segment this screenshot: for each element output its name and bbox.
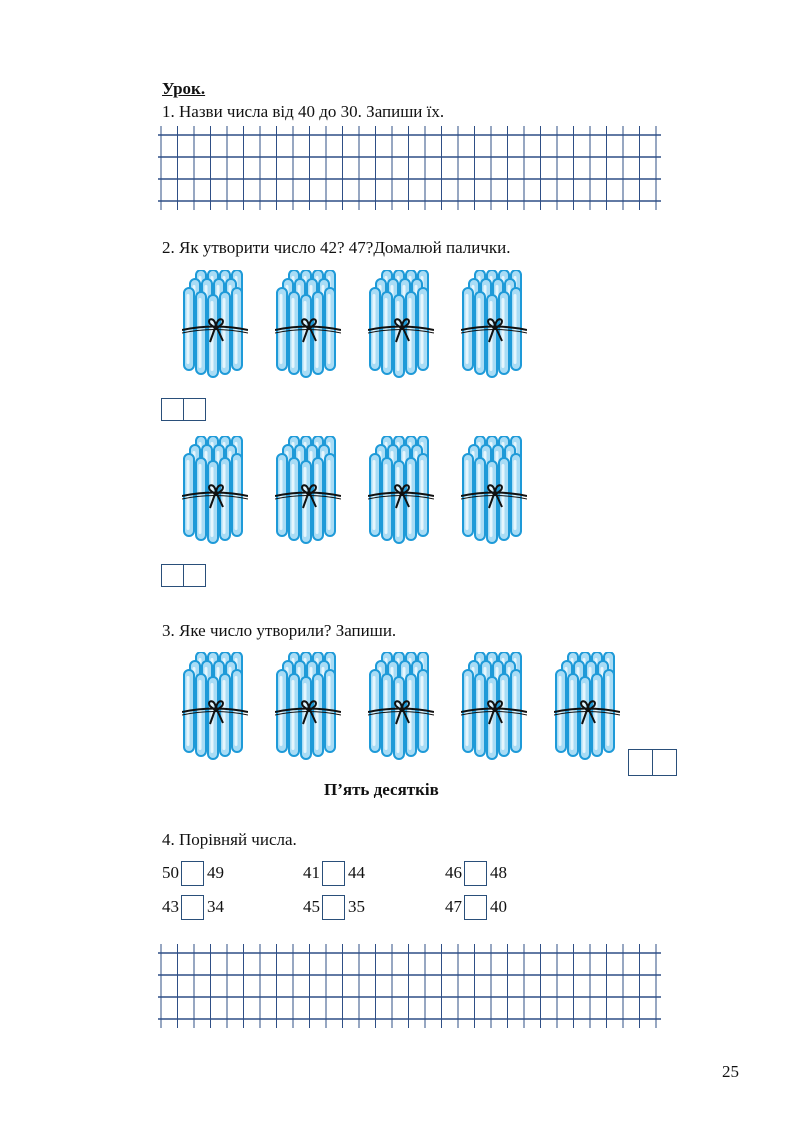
answer-boxes-47 xyxy=(161,564,204,587)
bundle-of-ten-sticks-icon xyxy=(554,652,620,770)
bundle-of-ten-sticks-icon xyxy=(275,652,341,770)
compare-right-number: 35 xyxy=(348,897,365,916)
compare-left-number: 47 xyxy=(445,897,462,916)
compare-pair xyxy=(303,894,365,920)
task3-text: 3. Яке число утворили? Запиши. xyxy=(162,621,397,640)
bundle-of-ten-sticks-icon xyxy=(461,436,527,554)
answer-tens-box[interactable] xyxy=(628,749,653,776)
compare-sign-box[interactable] xyxy=(464,895,487,920)
bundle-of-ten-sticks-icon xyxy=(182,270,248,388)
compare-right-number: 40 xyxy=(490,897,507,916)
answer-ones-box[interactable] xyxy=(652,749,677,776)
task2-text: 2. Як утворити число 42? 47?Домалюй палички. xyxy=(162,238,511,257)
compare-right-number: 49 xyxy=(207,863,224,882)
bundle-of-ten-sticks-icon xyxy=(368,436,434,554)
bundle-of-ten-sticks-icon xyxy=(182,436,248,554)
compare-left-number: 50 xyxy=(162,863,179,882)
writing-grid-2[interactable] xyxy=(158,944,661,1028)
compare-right-number: 44 xyxy=(348,863,365,882)
lesson-title: Урок. xyxy=(162,79,206,98)
writing-grid-1[interactable] xyxy=(158,126,661,210)
bundle-of-ten-sticks-icon xyxy=(461,270,527,388)
answer-boxes-42 xyxy=(161,398,204,421)
compare-pair xyxy=(445,860,507,886)
compare-pair xyxy=(162,860,224,886)
bundle-of-ten-sticks-icon xyxy=(368,652,434,770)
compare-sign-box[interactable] xyxy=(181,861,204,886)
compare-sign-box[interactable] xyxy=(322,895,345,920)
compare-sign-box[interactable] xyxy=(464,861,487,886)
compare-sign-box[interactable] xyxy=(181,895,204,920)
compare-right-number: 48 xyxy=(490,863,507,882)
answer-ones-box[interactable] xyxy=(183,564,206,587)
task1-text: 1. Назви числа від 40 до 30. Запиши їх. xyxy=(162,102,445,121)
bundle-of-ten-sticks-icon xyxy=(368,270,434,388)
bundle-of-ten-sticks-icon xyxy=(275,270,341,388)
compare-pair xyxy=(303,860,365,886)
answer-tens-box[interactable] xyxy=(161,398,184,421)
compare-sign-box[interactable] xyxy=(322,861,345,886)
compare-left-number: 46 xyxy=(445,863,462,882)
compare-left-number: 45 xyxy=(303,897,320,916)
answer-ones-box[interactable] xyxy=(183,398,206,421)
bundle-of-ten-sticks-icon xyxy=(461,652,527,770)
bundle-of-ten-sticks-icon xyxy=(275,436,341,554)
task4-text: 4. Порівняй числа. xyxy=(162,830,297,849)
compare-pair xyxy=(445,894,507,920)
page-number: 25 xyxy=(722,1062,739,1081)
answer-tens-box[interactable] xyxy=(161,564,184,587)
compare-left-number: 41 xyxy=(303,863,320,882)
task3-caption: П’ять десятків xyxy=(324,780,439,799)
bundle-of-ten-sticks-icon xyxy=(182,652,248,770)
compare-pair xyxy=(162,894,224,920)
compare-left-number: 43 xyxy=(162,897,179,916)
compare-right-number: 34 xyxy=(207,897,224,916)
answer-boxes-task3 xyxy=(628,749,675,776)
